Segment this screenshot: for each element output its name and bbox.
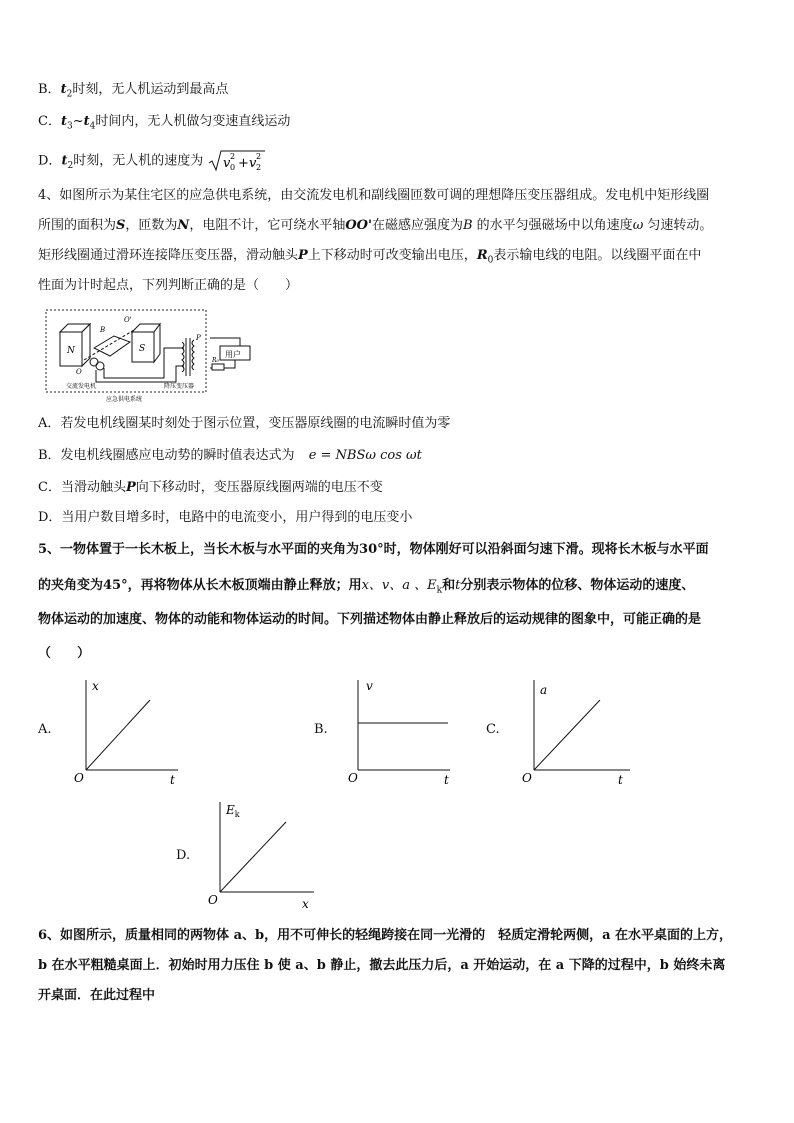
q4-option-d: D．当用户数目增多时，电路中的电流变小，用户得到的电压变小 <box>38 510 413 525</box>
option-text: 时刻，无人机运动到最高点 <box>72 82 229 97</box>
label-generator: 交流发电机 <box>66 383 97 390</box>
q3-option-b <box>38 80 228 105</box>
graph-d-x-label: x <box>302 897 309 910</box>
text: 所围的面积为 <box>38 218 117 233</box>
graph-b-x-label: t <box>444 773 449 786</box>
text: 在磁感应强度为 <box>371 218 463 233</box>
q5-line2 <box>38 576 694 601</box>
symbol-t: t <box>60 114 67 129</box>
symbol-t: t <box>83 114 90 129</box>
text: 和 <box>442 578 456 593</box>
graph-d-y-label <box>225 803 240 819</box>
label-b: B <box>100 326 106 334</box>
label-o2: O' <box>124 316 132 324</box>
option-label: D． <box>38 153 62 169</box>
q6-line2: b 在水平粗糙桌面上．初始时用力压住 b 使 a、b 静止，撤去此压力后，a 开始运动，在 a 下降的过程中，b 始终未离 <box>38 958 726 973</box>
emergency-power-diagram <box>44 308 214 404</box>
graph-b <box>346 676 462 786</box>
subscript: 4 <box>89 121 96 132</box>
text: 上下移动时可改变输出电压， <box>307 248 477 263</box>
symbol-omega: ω <box>632 218 644 233</box>
separator: ~ <box>72 114 84 129</box>
q5-line4: （ ） <box>38 646 91 661</box>
subscript: 2 <box>67 161 74 172</box>
graph-c-x-label: t <box>618 773 623 786</box>
user-circuit <box>210 328 260 380</box>
q4-option-a: A．若发电机线圈某时刻处于图示位置，变压器原线圈的电流瞬时值为零 <box>38 416 451 431</box>
symbol-t: t <box>455 578 461 593</box>
q4-option-b <box>38 446 422 466</box>
symbol-n: N <box>177 218 190 233</box>
symbol-r: R <box>476 248 488 263</box>
symbol-t: t <box>61 153 68 169</box>
q5-line3: 物体运动的加速度、物体的动能和物体运动的时间。下列描述物体由静止释放后的运动规律的图象中，可能正确的是 <box>38 612 702 627</box>
svg-text:v: v <box>249 156 257 171</box>
diagram-caption: 应急供电系统 <box>106 396 143 403</box>
subscript: k <box>436 585 443 596</box>
magnet-n-label: N <box>67 346 75 356</box>
text: 匀速转动。 <box>643 218 713 233</box>
emf-formula: e = NBSω cos ωt <box>308 448 422 463</box>
subscript: 3 <box>66 121 73 132</box>
symbol-p: P <box>125 480 136 495</box>
graph-b-label: B. <box>314 722 328 737</box>
text: 分别表示物体的位移、物体运动的速度、 <box>460 578 695 593</box>
graph-a-label: A. <box>38 722 52 737</box>
graph-b-origin: O <box>348 771 358 785</box>
q6-line3: 开桌面．在此过程中 <box>38 988 156 1003</box>
subscript: 2 <box>66 89 73 100</box>
option-text: B．发电机线圈感应电动势的瞬时值表达式为 <box>38 448 295 463</box>
symbol-s: S <box>116 218 126 233</box>
graph-a-origin: O <box>74 771 84 785</box>
graph-a <box>70 676 186 786</box>
graph-c-label: C. <box>486 722 500 737</box>
graph-a-x-label: t <box>170 773 175 786</box>
svg-text:2: 2 <box>256 163 262 172</box>
y-symbol: E <box>226 803 235 817</box>
q4-stem-line1: 4、如图所示为某住宅区的应急供电系统，由交流发电机和副线圈匝数可调的理想降压变压器组成。发电机中矩形线圈 <box>38 188 710 203</box>
svg-text:0: 0 <box>230 163 236 172</box>
option-label: C． <box>38 114 61 129</box>
graph-d-label: D. <box>176 848 191 863</box>
graph-c-origin: O <box>522 771 532 785</box>
q4-stem-line3 <box>38 246 701 271</box>
q3-option-c <box>38 112 290 137</box>
q4-option-c <box>38 478 383 498</box>
symbol-p: P <box>298 248 308 263</box>
magnet-s-label: S <box>139 344 146 354</box>
text: 表示输电线的电阻。以线圈平面在中 <box>493 248 702 263</box>
option-text: 时刻，无人机的速度为 <box>73 153 204 169</box>
text: 矩形线圈通过滑环连接降压变压器，滑动触头 <box>38 248 299 263</box>
text: ，匝数为 <box>125 218 178 233</box>
graph-b-y-label: v <box>366 679 373 693</box>
q3-option-d <box>38 148 267 176</box>
subscript: 0 <box>487 255 494 266</box>
symbol-oo: OO' <box>345 218 372 233</box>
graph-c-y-label: a <box>540 683 548 697</box>
svg-text:2: 2 <box>230 152 236 161</box>
option-label: B． <box>38 82 61 97</box>
text: 向下移动时，变压器原线圈两端的电压不变 <box>135 480 383 495</box>
graph-a-y-label: x <box>92 679 99 693</box>
q5-line1: 5、一物体置于一长木板上，当长木板与水平面的夹角为30°时，物体刚好可以沿斜面匀速下滑。现将长木板与水平面 <box>38 542 709 557</box>
option-text: 时间内，无人机做匀变速直线运动 <box>95 114 291 129</box>
text: C．当滑动触头 <box>38 480 126 495</box>
graph-d-origin: O <box>208 893 218 907</box>
symbol-b: B <box>462 218 473 233</box>
symbol-t: t <box>60 82 67 97</box>
label-p: P <box>196 334 201 342</box>
svg-text:+: + <box>238 156 250 171</box>
y-subscript: k <box>234 810 240 819</box>
q4-stem-line4: 性面为计时起点，下列判断正确的是（ ） <box>38 278 299 293</box>
label-user: 用户 <box>225 350 241 359</box>
text: 的水平匀强磁场中以角速度 <box>472 218 633 233</box>
label-transformer: 降压变压器 <box>164 383 195 390</box>
svg-text:v: v <box>223 156 231 171</box>
svg-text:2: 2 <box>256 152 262 161</box>
sqrt-formula <box>207 148 267 174</box>
text: ，电阻不计，它可绕水平轴 <box>189 218 346 233</box>
graph-d <box>206 798 322 910</box>
symbols: x、v、a 、E <box>361 578 437 593</box>
graph-c <box>520 676 636 786</box>
label-r0: R₀ <box>212 357 219 364</box>
label-o: O <box>76 368 82 376</box>
q6-line1: 6、如图所示，质量相同的两物体 a、b，用不可伸长的轻绳跨接在同一光滑的 轻质定滑轮两侧，a 在水平桌面的上方， <box>38 928 733 943</box>
q4-stem-line2 <box>38 216 712 236</box>
text: 的夹角变为45°，再将物体从长木板顶端由静止释放；用 <box>38 578 362 593</box>
